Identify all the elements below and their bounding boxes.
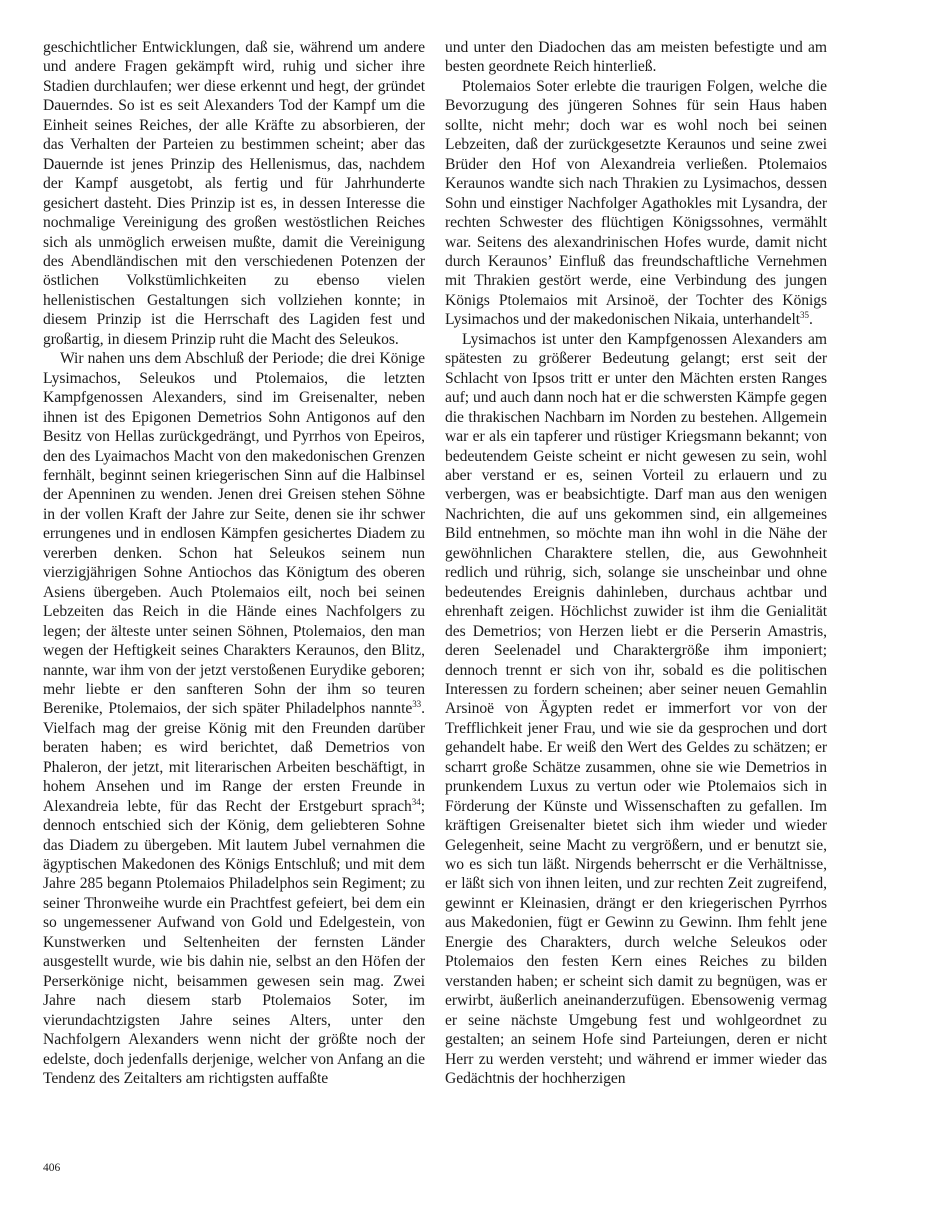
paragraph (445, 77, 827, 330)
paragraph (43, 349, 425, 1088)
paragraph-text: Wir nahen uns dem Abschluß der Periode; die drei Könige Lysimachos, Seleukos und Ptolemaios, die letzten Kampfgenossen Alexanders, sind im Greisenalter, neben ihnen ist des Epigonen Demetrios Sohn Antigonos auf den Besitz von Hellas zurückgedrängt, und Pyrrhos von Epeiros, den des Lyaimachos Macht von den makedonischen Grenzen fernhält, beginnt seinen kriegerischen Sinn auf die Halbinsel der Apenninen zu wenden. Jenen drei Greisen stehen Söhne in der vollen Kraft der Jahre zur Seite, denen sie ihr schwer errungenes und in endlosen Kämpfen gesichertes Diadem zu vererben denken. Schon hat Seleukos seinem nun vierzigjährigen Sohne Antiochos das Königtum des oberen Asiens übergeben. Auch Ptolemaios eilt, noch bei seinen Lebzeiten das Reich in die Hände eines Nachfolgers zu legen; der älteste unter seinen Söhnen, Ptolemaios, den man wegen der Heftigkeit seines Charakters Keraunos, den Blitz, nannte, war ihm von der jetzt verstoßenen Eurydike geboren; mehr liebte er den sanfteren Sohn der ihm so teuren Berenike, Ptolemaios, der sich später Philadelphos nannte (43, 350, 425, 718)
paragraph-text: Lysimachos ist unter den Kampfgenossen Alexanders am spätesten zu größerer Bedeutung gelangt; erst seit der Schlacht von Ipsos tritt er unter den Mächten ersten Ranges auf; und auch dann noch hat er die schwersten Kämpfe gegen die thrakischen Nachbarn im Norden zu bestehen. Allgemein war er als ein tapferer und rüstiger Kriegsmann bekannt; von bedeutendem Geiste scheint er nicht gewesen zu sein, wohl aber verstand er es, seinen Vorteil zu erlauern und zu verbergen, was er beabsichtigte. Darf man aus den wenigen Nachrichten, die auf uns gekommen sind, ein allgemeines Bild entnehmen, so möchte man ihn wohl in die Nähe der gewöhnlichen Charaktere stellen, die, aus Gewohnheit redlich und rührig, sich, solange sie unscheinbar und ohne bedeutendes Ereignis dahinleben, durchaus achtbar und ehrenhaft zeigen. Höchlichst zuwider ist ihm die Genialität des Demetrios; von Herzen liebt er die Perserin Amastris, deren Seelenadel und Charaktergröße ihm imponiert; dennoch trennt er sich von ihr, sobald es die politischen Interessen zu fordern scheinen; aber seiner neuen Gemahlin Arsinoë von Ägypten redet er immerfort vor von der Trefflichkeit jener Frau, und wie sie da gesprochen und dort gehandelt habe. Er weiß den Wert des Geldes zu schätzen; er scharrt große Schätze zusammen, ohne sie wie Demetrios in prunkendem Luxus zu vertun oder wie Ptolemaios sich in Förderung der Künste und Wissenschaften zu gefallen. Im kräftigen Greisenalter bietet sich ihm wieder und wieder Gelegenheit, seine Macht zu vergrößern, und er benutzt sie, wo es sich tun läßt. Nirgends beherrscht er die Verhältnisse, er läßt sich von ihnen leiten, und zur rechten Zeit zugreifend, gewinnt er Kleinasien, drängt er den kriegerischen Pyrrhos aus Makedonien, fügt er Gewinn zu Gewinn. Ihm fehlt jene Energie des Charakters, durch welche Seleukos oder Ptolemaios den festen Kern eines Reiches zu bilden verstanden haben; er scheint sich damit zu begnügen, was er erwirbt, äußerlich aneinanderzufügen. Ebensowenig vermag er seine nächste Umgebung fest und wohlgeordnet zu gestalten; an seinem Hofe sind Parteiungen, deren er nicht Herr zu werden versteht; und während er immer wieder das Gedächtnis der hochherzigen (445, 330, 827, 1088)
footnote-ref-34[interactable]: 34 (411, 796, 421, 807)
text-column-right (445, 38, 827, 1088)
paragraph (445, 330, 827, 1089)
paragraph-text: geschichtlicher Entwicklungen, daß sie, während um andere und andere Fragen gekämpft wird, ruhig und sicher ihre Stadien durchlaufen; wer diese erkennt und hegt, der gründet Dauerndes. So ist es seit Alexanders Tod der Kampf um die Einheit seines Reiches, der alle Kräfte zu absorbieren, der das Verhalten der Parteien zu bestimmen scheint; aber das Dauernde ist jenes Prinzip des Hellenismus, das, nachdem der Kampf ausgetobt, als fertig und für Jahrhunderte gesichert dasteht. Dies Prinzip ist es, in dessen Interesse die nochmalige Vereinigung des großen westöstlichen Reiches sich als unmöglich erweisen mußte, damit die Vereinigung des Abendländischen mit den verschiedenen Potenzen der östlichen Volkstümlichkeiten zu ebenso vielen hellenistischen Gestaltungen sich vollziehen konnte; in diesem Prinzip ist die Herrschaft des Lagiden fest und großartig, in diesem Prinzip ruht die Macht des Seleukos. (43, 39, 425, 348)
paragraph-text: . Vielfach mag der greise König mit den Freunden darüber beraten haben; es wird berichtet, daß Demetrios von Phaleron, der jetzt, mit literarischen Arbeiten beschäftigt, in hohem Ansehen und im Range der ersten Freunde in Alexandreia lebte, für das Recht der Erstgeburt sprach (43, 700, 425, 815)
paragraph (43, 38, 425, 349)
page-number: 406 (43, 1162, 61, 1174)
paragraph (445, 38, 827, 77)
footnote-ref-35[interactable]: 35 (800, 310, 809, 321)
paragraph-text: . (808, 311, 813, 329)
paragraph-text: und unter den Diadochen das am meisten befestigte und am besten geordnete Reich hinterließ. (445, 39, 827, 76)
paragraph-text: Ptolemaios Soter erlebte die traurigen Folgen, welche die Bevorzugung des jüngeren Sohnes für sein Haus haben sollte, nicht mehr; doch war es wohl noch bei seinen Lebzeiten, daß der zurückgesetzte Keraunos und seine zwei Brüder den Hof von Alexandreia verließen. Ptolemaios Keraunos wandte sich nach Thrakien zu Lysimachos, dessen Sohn und einstiger Nachfolger Agathokles mit Lysandra, der rechten Schwester des flüchtigen Königssohnes, vermählt war. Seitens des alexandrinischen Hofes wurde, damit nicht durch Keraunos’ Einfluß das freundschaftliche Vernehmen mit Thrakien gestört werde, eine Verbindung des jungen Königs Ptolemaios mit Arsinoë, der Tochter des Königs Lysimachos und der makedonischen Nikaia, unterhandelt (445, 77, 827, 329)
text-column-left (43, 38, 425, 1088)
paragraph-text: ; dennoch entschied sich der König, dem geliebteren Sohne das Diadem zu übergeben. Mit lautem Jubel vernahmen die ägyptischen Makedonen des Königs Entschluß; und mit dem Jahre 285 begann Ptolemaios Philadelphos sein Regiment; zu seiner Thronweihe wurde ein Prachtfest gefeiert, bei dem ein so ungemessener Aufwand von Gold und Edelgestein, von Kunstwerken und Seltenheiten der fernsten Länder ausgestellt wurde, wie bis dahin nie, selbst an den Höfen der Perserkönige nicht, beisammen gewesen sein mag. Zwei Jahre nach diesem starb Ptolemaios Soter, im vierundachtzigsten Jahre seines Alters, unter den Nachfolgern Alexanders wenn nicht der größte noch der edelste, doch jedenfalls derjenige, welcher von Anfang an die Tendenz des Zeitalters am richtigsten auffaßte (43, 797, 425, 1088)
footnote-ref-33[interactable]: 33 (412, 699, 422, 710)
